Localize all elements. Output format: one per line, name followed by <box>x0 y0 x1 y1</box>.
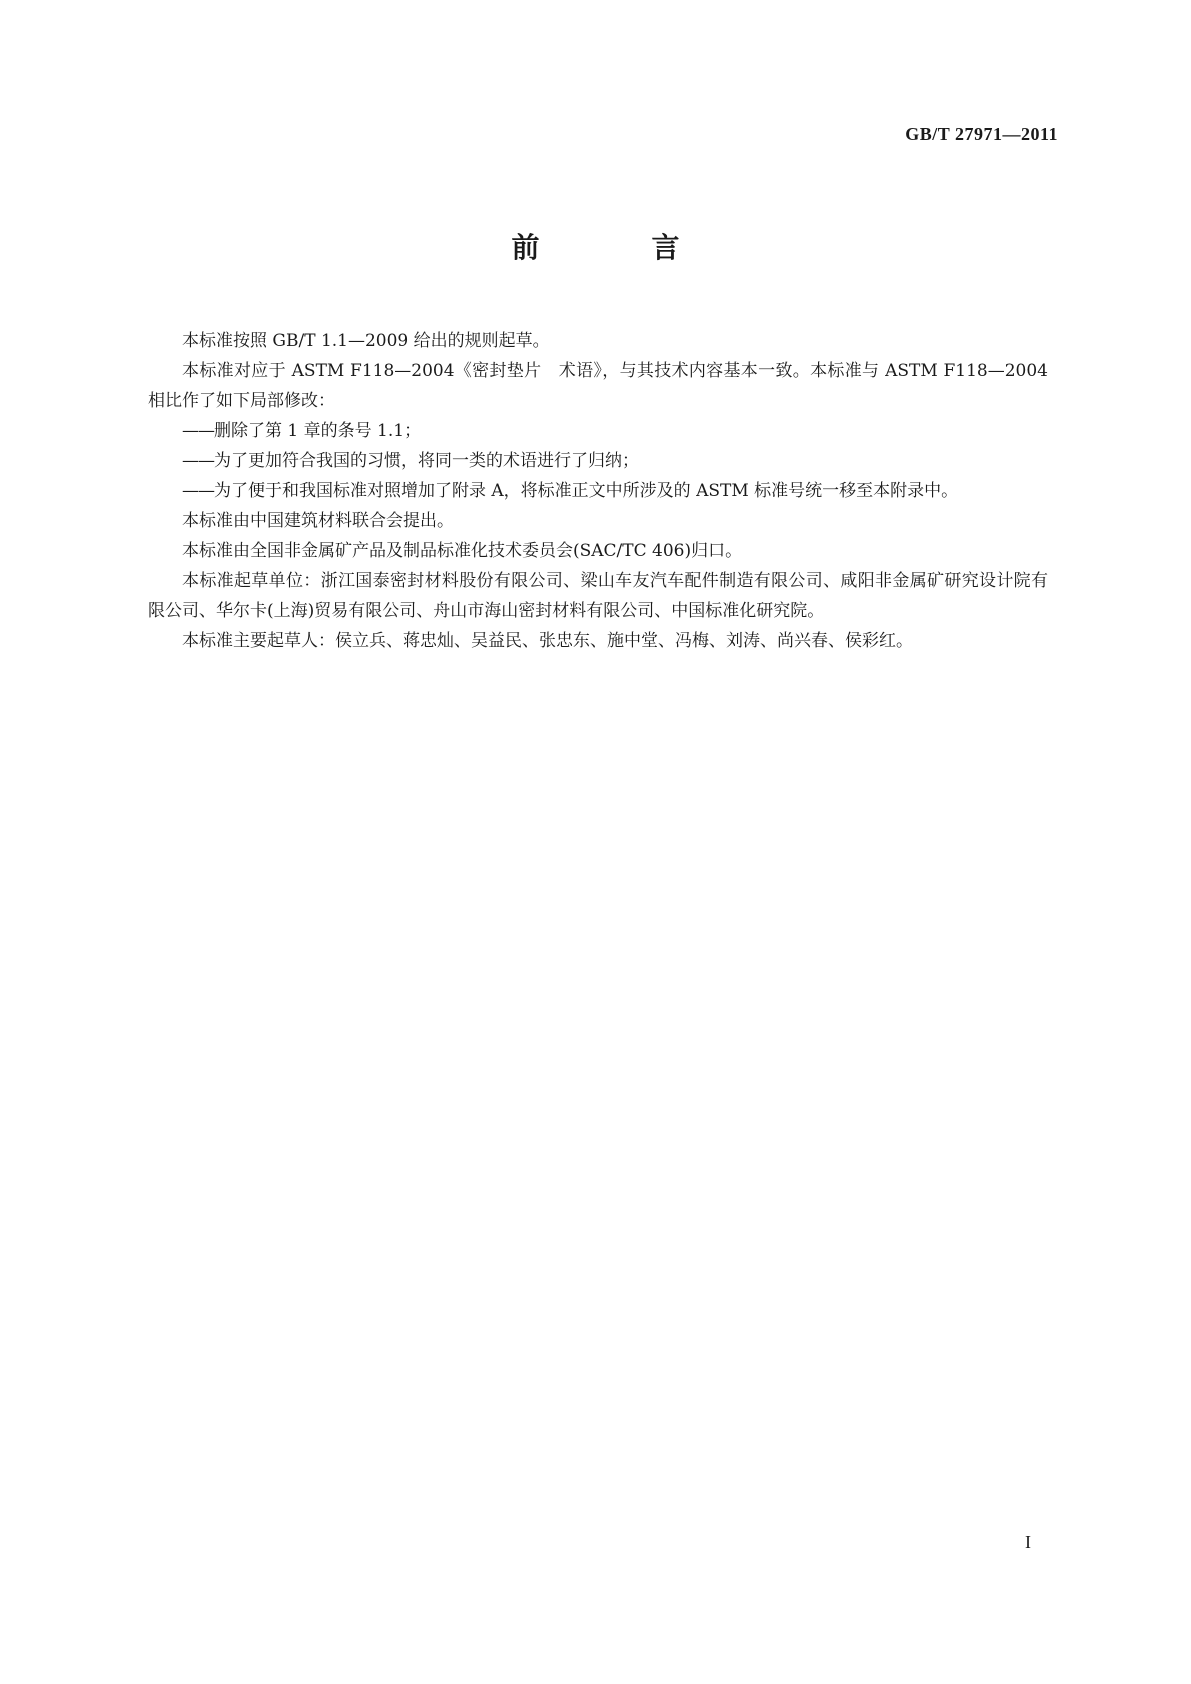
page-title: 前 言 <box>511 231 722 264</box>
modification-text-2: 为了更加符合我国的习惯，将同一类的术语进行了归纳； <box>214 451 639 471</box>
modification-text-3: 为了便于和我国标准对照增加了附录 A，将标准正文中所涉及的 ASTM 标准号统一移至本附录中。 <box>214 481 959 501</box>
paragraph-technical-committee: 本标准由全国非金属矿产品及制品标准化技术委员会(SAC/TC 406)归口。 <box>182 541 743 561</box>
modification-text-1: 删除了第 1 章的条号 1.1； <box>214 421 422 441</box>
dash-marker: —— <box>182 451 214 471</box>
paragraph-drafters: 本标准主要起草人：侯立兵、蒋忠灿、吴益民、张忠东、施中堂、冯梅、刘涛、尚兴春、侯彩红。 <box>182 631 913 651</box>
paragraph-drafting-rules: 本标准按照 GB/T 1.1—2009 给出的规则起草。 <box>182 331 550 351</box>
dash-marker: —— <box>182 481 214 501</box>
page-number: I <box>1025 1532 1031 1552</box>
paragraph-correspondence: 本标准对应于 ASTM F118—2004《密封垫片 术语》，与其技术内容基本一致。本标准与 ASTM F118—2004 相比作了如下局部修改： <box>148 361 1048 411</box>
foreword-body <box>148 326 1048 656</box>
paragraph-drafting-organizations: 本标准起草单位：浙江国泰密封材料股份有限公司、梁山车友汽车配件制造有限公司、咸阳非金属矿研究设计院有限公司、华尔卡(上海)贸易有限公司、舟山市海山密封材料有限公司、中国标准化研究院。 <box>148 571 1048 621</box>
modification-item-1 <box>148 416 1048 446</box>
paragraph-proposer: 本标准由中国建筑材料联合会提出。 <box>182 511 454 531</box>
modification-item-3 <box>148 476 1048 506</box>
standard-code: GB/T 27971—2011 <box>905 124 1058 144</box>
dash-marker: —— <box>182 421 214 441</box>
modification-item-2 <box>148 446 1048 476</box>
